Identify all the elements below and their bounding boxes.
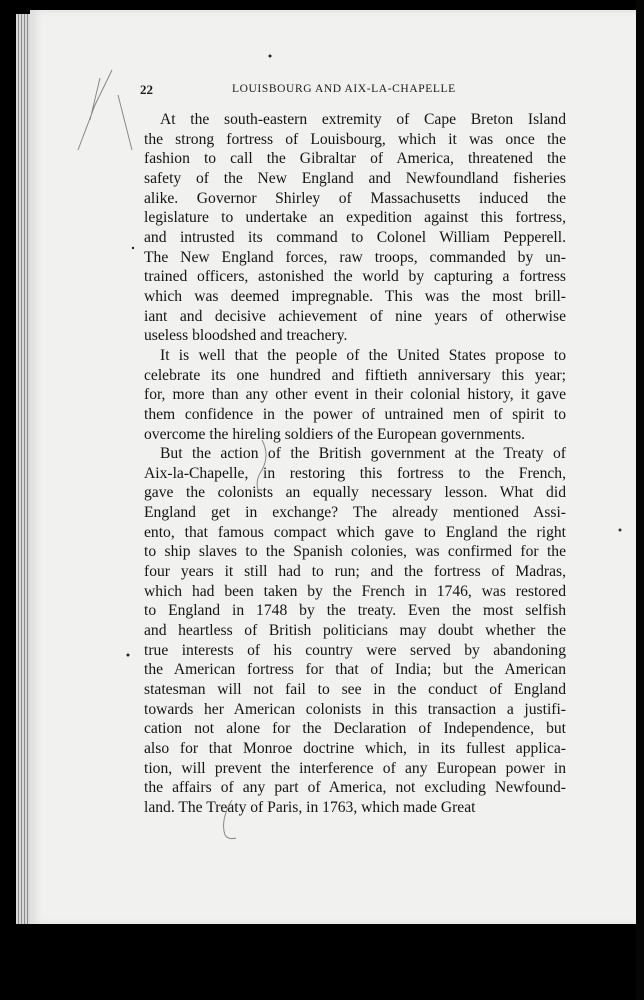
text-line: safety of the New England and Newfoundland fisheries [144, 169, 566, 187]
text-line: At the south-eastern extremity of Cape Breton Island [160, 111, 566, 128]
text-line: The New England forces, raw troops, commanded by un- [144, 248, 566, 266]
text-line: also for that Monroe doctrine which, in its fullest applica- [144, 740, 566, 757]
text-line: legislature to undertake an expedition against this fortress, [144, 209, 566, 227]
text-line: gave the colonists an equally necessary lesson. What did [144, 484, 566, 502]
text-line: alike. Governor Shirley of Massachusetts induced the [144, 189, 566, 207]
paragraph [144, 110, 566, 346]
scan-border [636, 0, 644, 1000]
text-line: Aix-la-Chapelle, in restoring this fortress to the French, [144, 464, 566, 482]
text-line: England get in exchange? The already mentioned Assi- [144, 504, 566, 522]
text-line: But the action of the British government at the Treaty of [160, 445, 566, 463]
running-title: LOUISBOURG AND AIX-LA-CHAPELLE [232, 83, 456, 95]
text-line: It is well that the people of the United States propose to [160, 346, 566, 364]
text-line: them confidence in the power of untrained men of spirit to [144, 405, 566, 423]
text-line: land. The Treaty of Paris, in 1763, which made Great [144, 798, 476, 816]
text-line: useless bloodshed and treachery. [144, 327, 348, 345]
text-line: fashion to call the Gibraltar of America, threatened the [144, 150, 566, 168]
text-line: trained officers, astonished the world by capturing a fortress [144, 268, 566, 286]
text-line: overcome the hireling soldiers of the European governments. [144, 425, 526, 443]
text-line: the strong fortress of Louisbourg, which it was once the [144, 130, 566, 148]
text-line: true interests of his country were served by abandoning [144, 641, 566, 659]
text-line: towards her American colonists in this transaction a justifi- [144, 700, 566, 718]
text-line: the American fortress for that of India; but the American [144, 661, 566, 679]
text-line: statesman will not fail to see in the conduct of England [144, 681, 566, 699]
text-line: ento, that famous compact which gave to England the right [144, 523, 566, 541]
paragraph [144, 346, 566, 444]
text-line: iant and decisive achievement of nine years of otherwise [144, 307, 566, 325]
text-line: to England in 1748 by the treaty. Even the most selfish [144, 602, 566, 620]
text-line: which was deemed impregnable. This was the most brill- [144, 287, 566, 305]
text-line: and heartless of British politicians may doubt whether the [144, 622, 566, 640]
paragraph [144, 444, 566, 817]
text-line: four years it still had to run; and the fortress of Madras, [144, 563, 566, 581]
text-line: celebrate its one hundred and fiftieth anniversary this year; [144, 366, 566, 384]
page-number: 22 [140, 82, 153, 97]
text-line: and intrusted its command to Colonel William Pepperell. [144, 228, 566, 246]
text-line: which had been taken by the French in 1746, was restored [144, 582, 566, 600]
text-line: for, more than any other event in their colonial history, it gave [144, 386, 566, 404]
text-line: the affairs of any part of America, not excluding Newfound- [144, 779, 566, 797]
body-text [144, 110, 566, 818]
text-line: tion, will prevent the interference of any European power in [144, 759, 566, 777]
text-line: to ship slaves to the Spanish colonies, was confirmed for the [144, 543, 566, 561]
page-header [140, 82, 560, 98]
text-line: cation not alone for the Declaration of Independence, but [144, 720, 566, 738]
